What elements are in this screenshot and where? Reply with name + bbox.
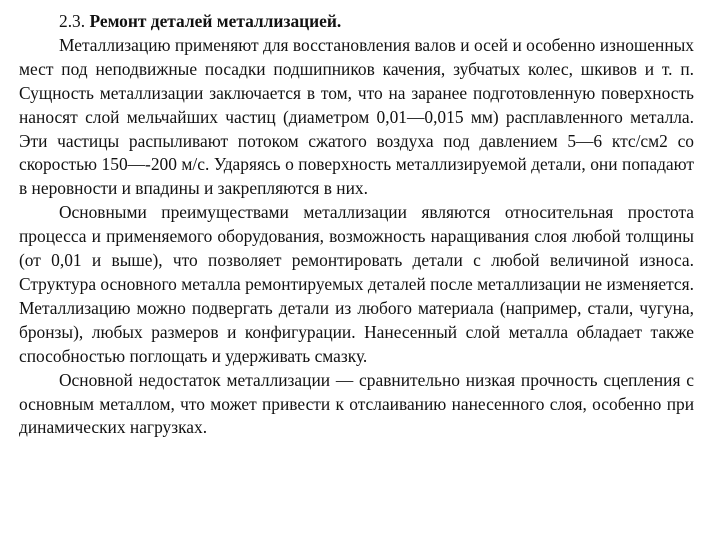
section-number: 2.3.	[59, 11, 86, 31]
section-title: Ремонт деталей металлизацией.	[89, 11, 342, 31]
section-heading	[19, 10, 694, 34]
paragraph-metallization-purpose: Металлизацию применяют для восстановления валов и осей и особенно изношенных мест под неподвижные посадки подшипников качения, зубчатых колес, шкивов и т. п. Сущность металлизации заключается в том, что на заранее подготовленную поверхность наносят слой мельчайших частиц (диаметром 0,01—0,015 мм) расплавленного металла. Эти частицы распыливают потоком сжатого воздуха под давлением 5—6 ктс/см2 со скоростью 150—-200 м/с. Ударяясь о поверхность металлизируемой детали, они попадают в неровности и впадины и закрепляются в них.	[19, 34, 694, 199]
paragraph-disadvantage: Основной недостаток металлизации — сравнительно низкая прочность сцепления с основным металлом, что может привести к отслаиванию нанесенного слоя, особенно при динамических нагрузках.	[19, 369, 694, 438]
paragraph-advantages: Основными преимуществами металлизации являются относительная простота процесса и применяемого оборудования, возможность наращивания слоя любой толщины (от 0,01 и выше), что позволяет ремонтировать детали с любой величиной износа. Структура основного металла ремонтируемых деталей после металлизации не изменяется. Металлизацию можно подвергать детали из любого материала (например, стали, чугуна, бронзы), любых размеров и конфигурации. Нанесенный слой металла обладает также способностью поглощать и удерживать смазку.	[19, 202, 694, 366]
